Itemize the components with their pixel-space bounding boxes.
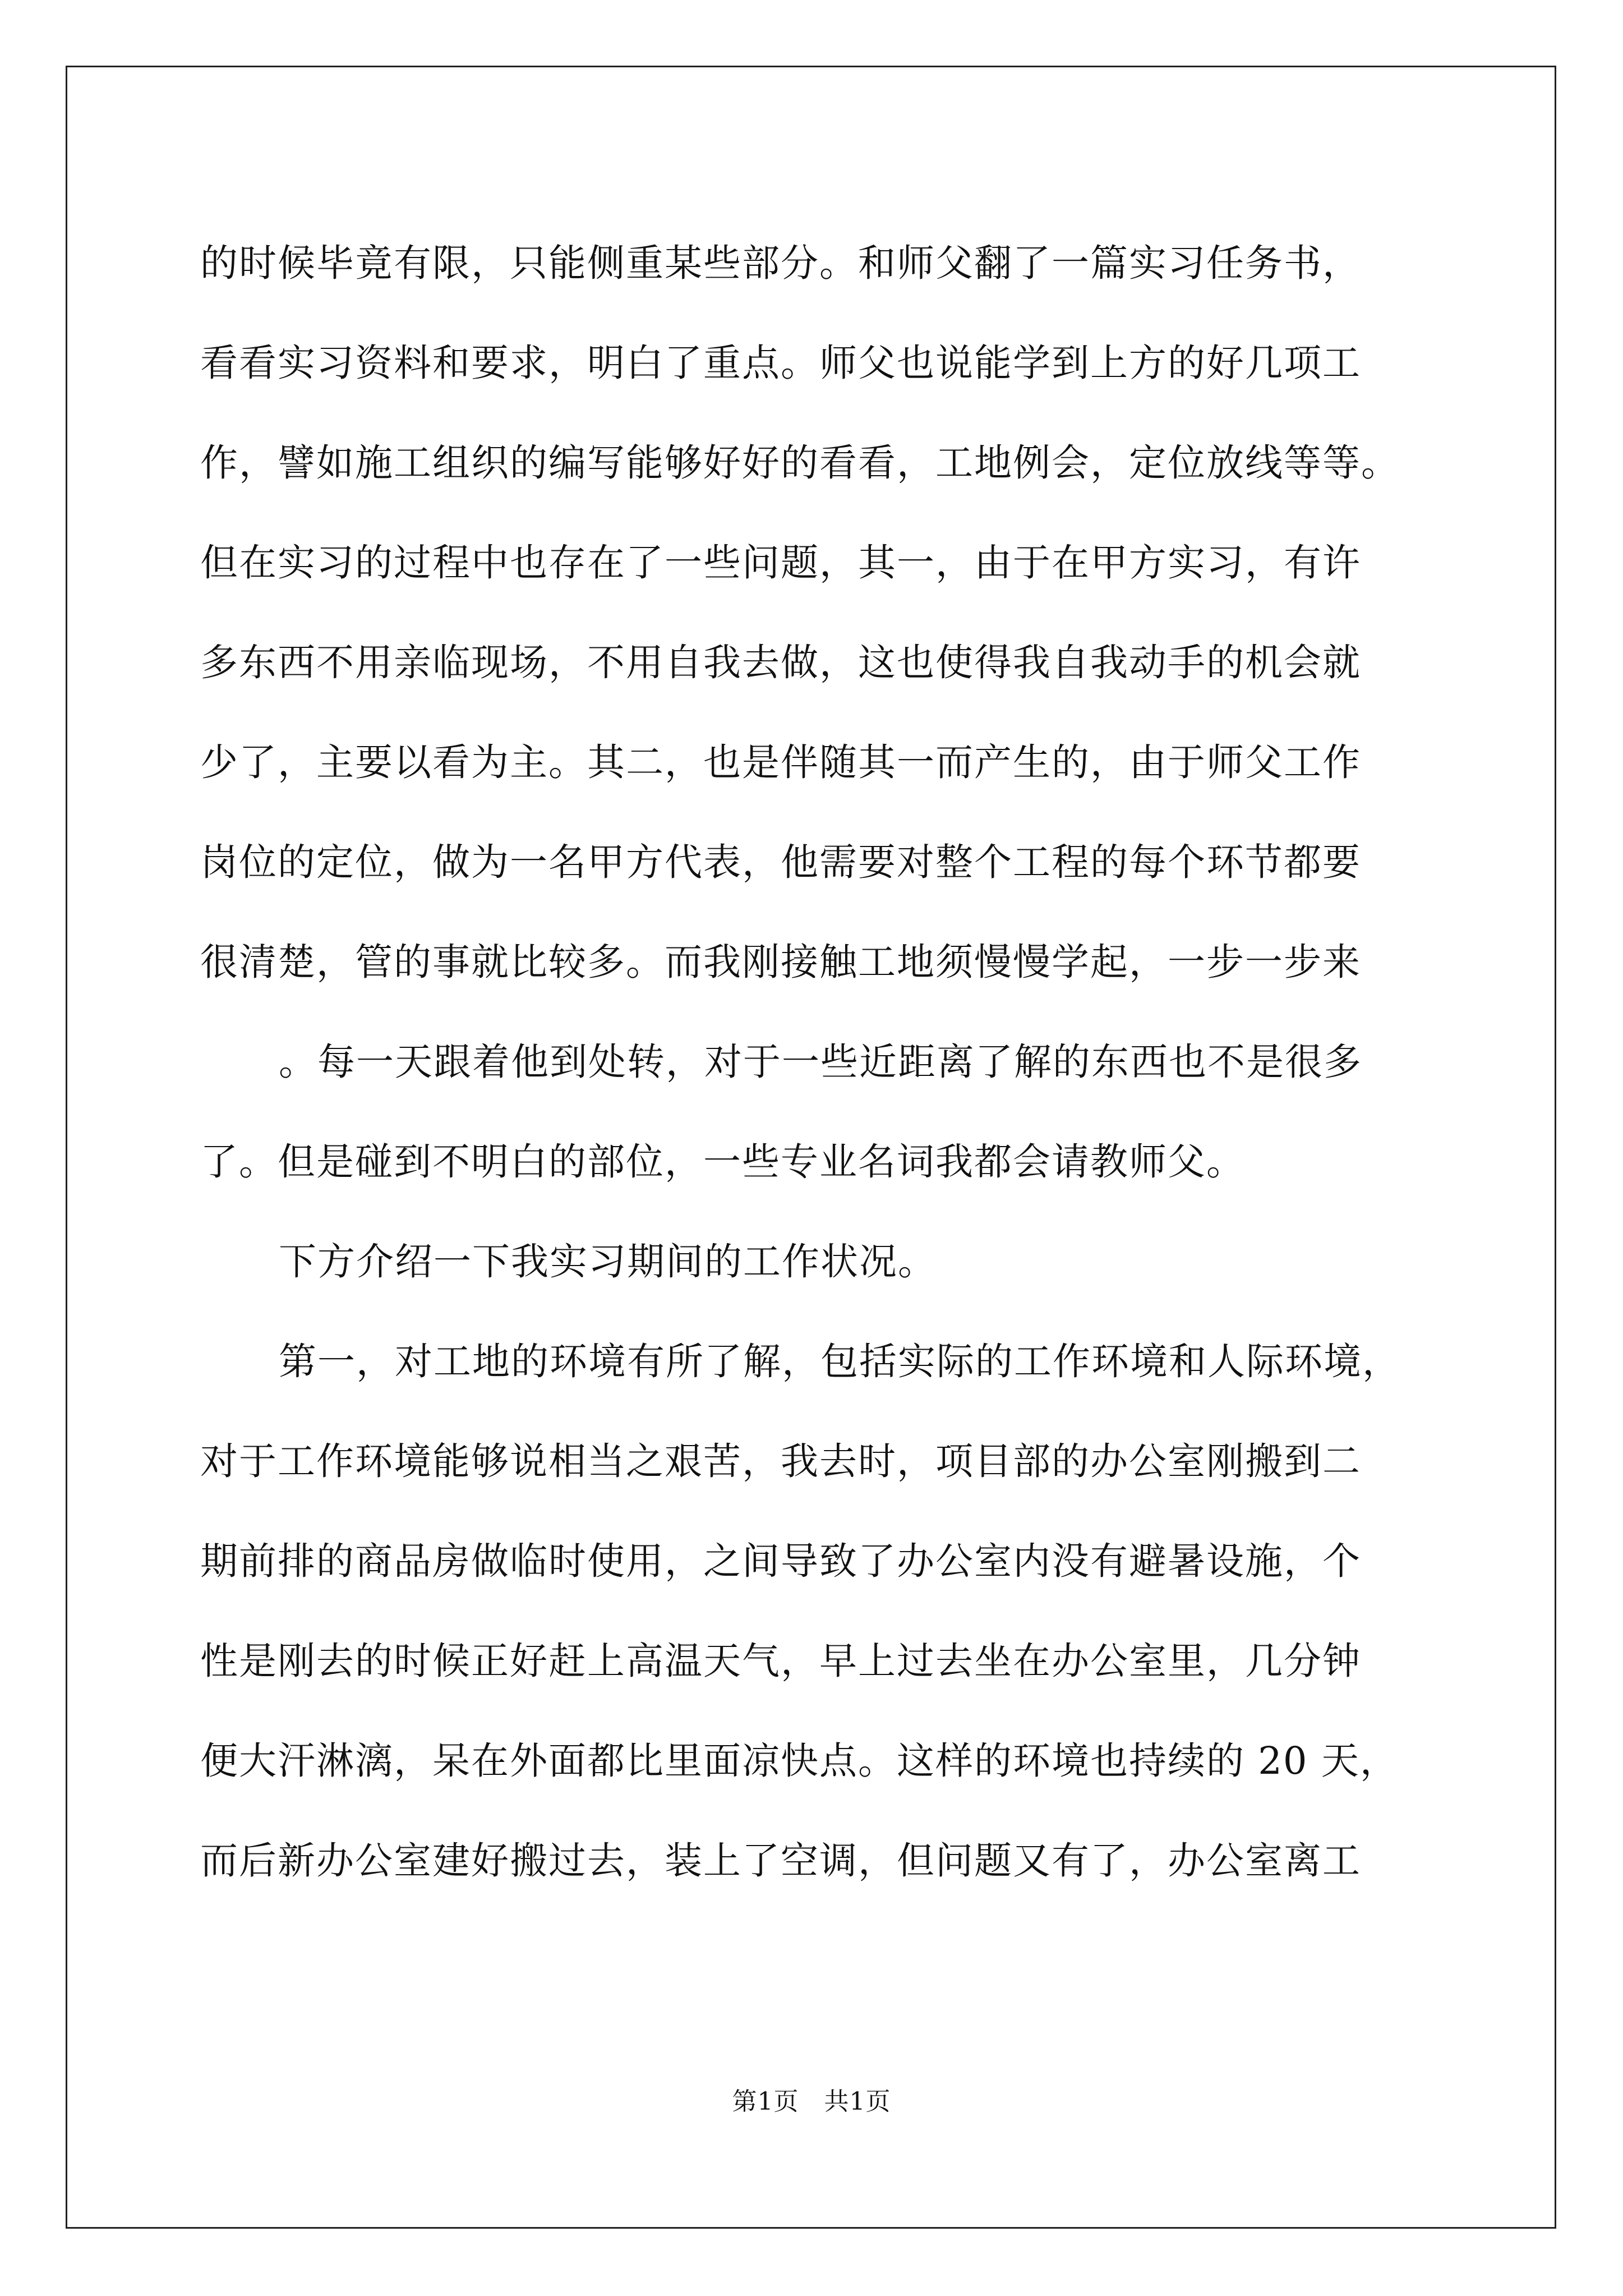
text-line: 下方介绍一下我实习期间的工作状况。	[279, 1240, 937, 1283]
text-line: 便大汗淋漓，呆在外面都比里面凉快点。这样的环境也持续的 20 天，	[200, 1739, 1399, 1783]
text-line: 很清楚，管的事就比较多。而我刚接触工地须慢慢学起，一步一步来	[200, 940, 1361, 984]
text-line: 。每一天跟着他到处转，对于一些近距离了解的东西也不是很多	[279, 1040, 1362, 1084]
text-line: 性是刚去的时候正好赶上高温天气，早上过去坐在办公室里，几分钟	[200, 1639, 1361, 1683]
text-line: 看看实习资料和要求，明白了重点。师父也说能学到上方的好几项工	[200, 341, 1361, 385]
text-line: 的时候毕竟有限，只能侧重某些部分。和师父翻了一篇实习任务书，	[200, 241, 1361, 285]
text-line: 但在实习的过程中也存在了一些问题，其一，由于在甲方实习，有许	[200, 541, 1361, 585]
text-line: 作，譬如施工组织的编写能够好好的看看，工地例会，定位放线等等。	[200, 441, 1400, 485]
text-line: 了。但是碰到不明白的部位，一些专业名词我都会请教师父。	[200, 1140, 1245, 1184]
text-line: 期前排的商品房做临时使用，之间导致了办公室内没有避暑设施，个	[200, 1539, 1361, 1583]
text-line: 少了，主要以看为主。其二，也是伴随其一而产生的，由于师父工作	[200, 740, 1361, 784]
text-line: 第一，对工地的环境有所了解，包括实际的工作环境和人际环境，	[279, 1340, 1401, 1383]
document-body	[200, 213, 1468, 1911]
text-line: 岗位的定位，做为一名甲方代表，他需要对整个工程的每个环节都要	[200, 840, 1361, 884]
text-line: 而后新办公室建好搬过去，装上了空调，但问题又有了，办公室离工	[200, 1839, 1361, 1883]
text-line: 多东西不用亲临现场，不用自我去做，这也使得我自我动手的机会就	[200, 641, 1361, 684]
page-footer: 第1页 共1页	[732, 2087, 891, 2116]
text-line: 对于工作环境能够说相当之艰苦，我去时，项目部的办公室刚搬到二	[200, 1439, 1361, 1483]
